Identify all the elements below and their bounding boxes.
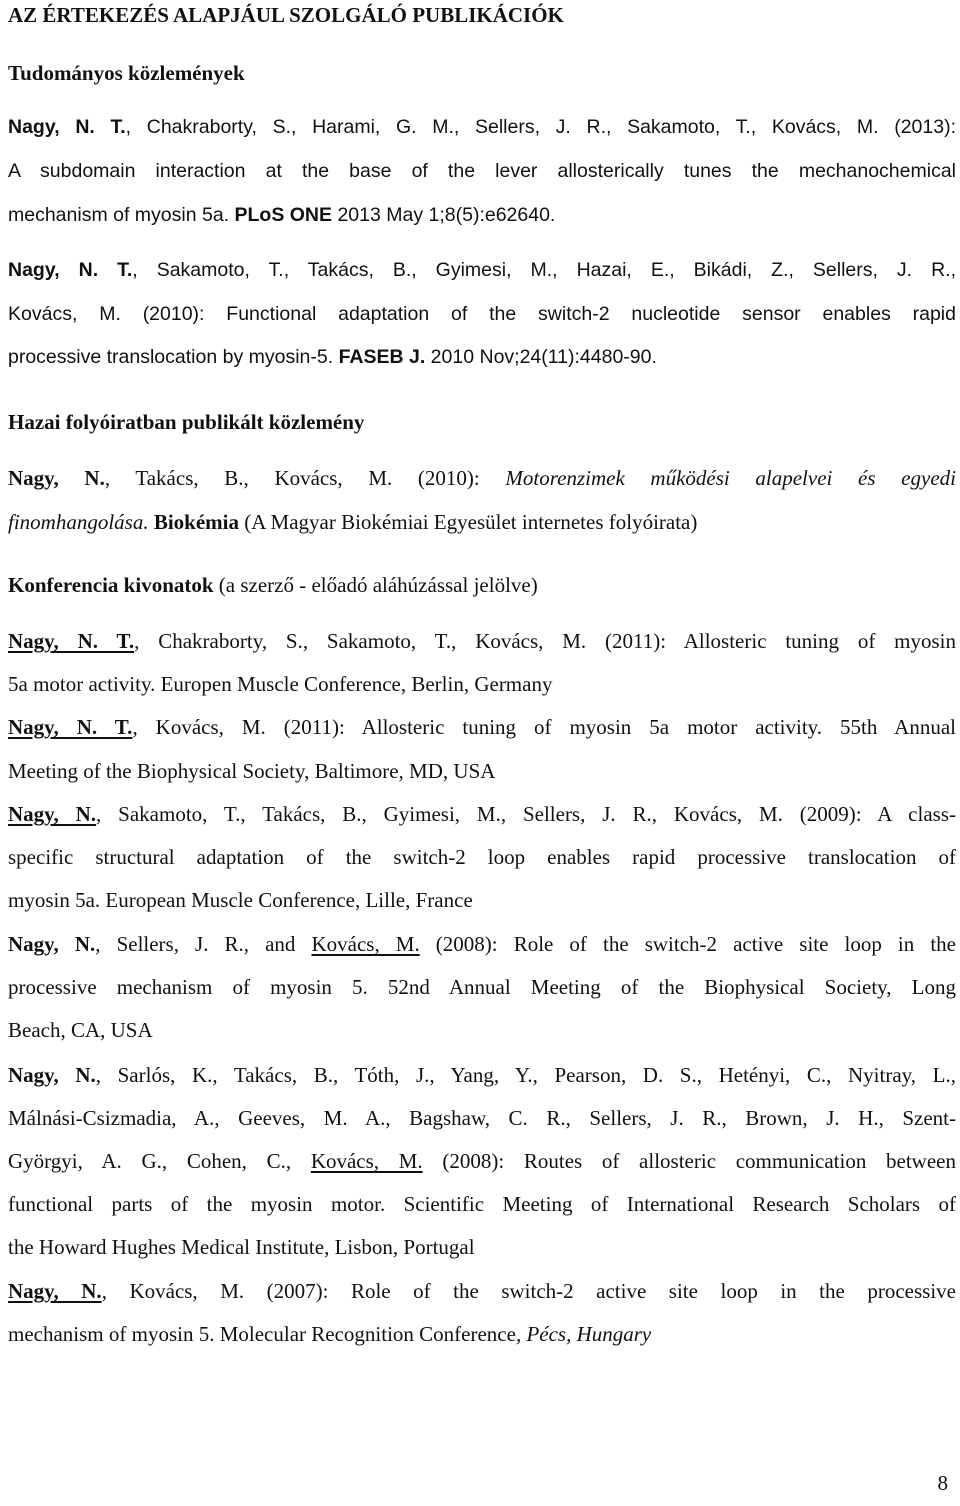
first-author: Nagy, N. T.: [8, 116, 126, 138]
presenter-author: Nagy, N. T.: [8, 629, 135, 653]
section-heading-journal: Tudományos közlemények: [8, 61, 245, 85]
first-author: Nagy, N.: [8, 1063, 96, 1087]
page-number: 8: [937, 1471, 948, 1495]
section-heading-conference: Konferencia kivonatok (a szerző - előadó aláhúzással jelölve): [8, 573, 538, 597]
conf2-line2: Meeting of the Biophysical Society, Baltimore, MD, USA: [8, 759, 496, 783]
conf4-line2: processive mechanism of myosin 5. 52nd Annual Meeting of the Biophysical Society, Long: [8, 975, 956, 999]
conf4-line1: Nagy, N., Sellers, J. R., and Kovács, M. (2008): Role of the switch-2 active site loop in the: [8, 932, 956, 956]
hazai-line2: finomhangolása. Biokémia (A Magyar Biokémiai Egyesület internetes folyóirata): [8, 510, 698, 534]
presenter-author: Kovács, M.: [310, 1149, 423, 1173]
first-author: Nagy, N. T.: [8, 259, 133, 281]
conf4-line3: Beach, CA, USA: [8, 1018, 153, 1042]
conf5-line5: the Howard Hughes Medical Institute, Lisbon, Portugal: [8, 1235, 475, 1259]
conf6-line2: mechanism of myosin 5. Molecular Recognition Conference, Pécs, Hungary: [8, 1322, 652, 1346]
pub2-line1: Nagy, N. T., Sakamoto, T., Takács, B., Gyimesi, M., Hazai, E., Bikádi, Z., Sellers, J. R.,: [8, 259, 956, 281]
conf1-line1: Nagy, N. T., Chakraborty, S., Sakamoto, T., Kovács, M. (2011): Allosteric tuning of myosin: [8, 629, 957, 653]
presenter-author: Kovács, M.: [311, 932, 420, 956]
conf5-line2: Málnási-Csizmadia, A., Geeves, M. A., Bagshaw, C. R., Sellers, J. R., Brown, J. H., Szent-: [8, 1106, 956, 1130]
pub1-line3: mechanism of myosin 5a. PLoS ONE 2013 May 1;8(5):e62640.: [8, 204, 556, 226]
conf6-line1: Nagy, N., Kovács, M. (2007): Role of the switch-2 active site loop in the processive: [8, 1279, 956, 1303]
journal-name: PLoS ONE: [234, 204, 333, 226]
first-author: Nagy, N.: [8, 932, 96, 956]
presenter-author: Nagy, N.: [8, 802, 97, 826]
conf5-line1: Nagy, N., Sarlós, K., Takács, B., Tóth, J., Yang, Y., Pearson, D. S., Hetényi, C., Nyitray, L.,: [8, 1063, 956, 1087]
pub2-line2: Kovács, M. (2010): Functional adaptation of the switch-2 nucleotide sensor enables rapid: [8, 303, 956, 325]
page-title: AZ ÉRTEKEZÉS ALAPJÁUL SZOLGÁLÓ PUBLIKÁCIÓK: [8, 3, 564, 27]
journal-name: FASEB J.: [338, 346, 426, 368]
conf3-line2: specific structural adaptation of the switch-2 loop enables rapid processive translocation of: [8, 845, 956, 869]
presenter-author: Nagy, N. T.: [8, 715, 133, 739]
presenter-author: Nagy, N.: [8, 1279, 102, 1303]
conf3-line1: Nagy, N., Sakamoto, T., Takács, B., Gyimesi, M., Sellers, J. R., Kovács, M. (2009): A class-: [8, 802, 956, 826]
conf3-line3: myosin 5a. European Muscle Conference, Lille, France: [8, 888, 473, 912]
conf2-line1: Nagy, N. T., Kovács, M. (2011): Allosteric tuning of myosin 5a motor activity. 55th Annual: [8, 715, 956, 739]
pub2-line3: processive translocation by myosin-5. FASEB J. 2010 Nov;24(11):4480-90.: [8, 346, 657, 368]
first-author: Nagy, N.: [8, 466, 105, 490]
journal-name: Biokémia: [148, 510, 240, 534]
conf5-line3: Györgyi, A. G., Cohen, C., Kovács, M. (2008): Routes of allosteric communication between: [8, 1149, 956, 1173]
section-heading-domestic: Hazai folyóiratban publikált közlemény: [8, 410, 365, 434]
pub1-line2: A subdomain interaction at the base of the lever allosterically tunes the mechanochemical: [8, 160, 956, 182]
hazai-line1: Nagy, N., Takács, B., Kovács, M. (2010): Motorenzimek működési alapelvei és egyedi: [8, 466, 956, 490]
conf5-line4: functional parts of the myosin motor. Scientific Meeting of International Research Scholars of: [8, 1192, 956, 1216]
conf1-line2: 5a motor activity. Europen Muscle Conference, Berlin, Germany: [8, 672, 553, 696]
pub1-line1: Nagy, N. T., Chakraborty, S., Harami, G. M., Sellers, J. R., Sakamoto, T., Kovács, M. (2013):: [8, 116, 956, 138]
